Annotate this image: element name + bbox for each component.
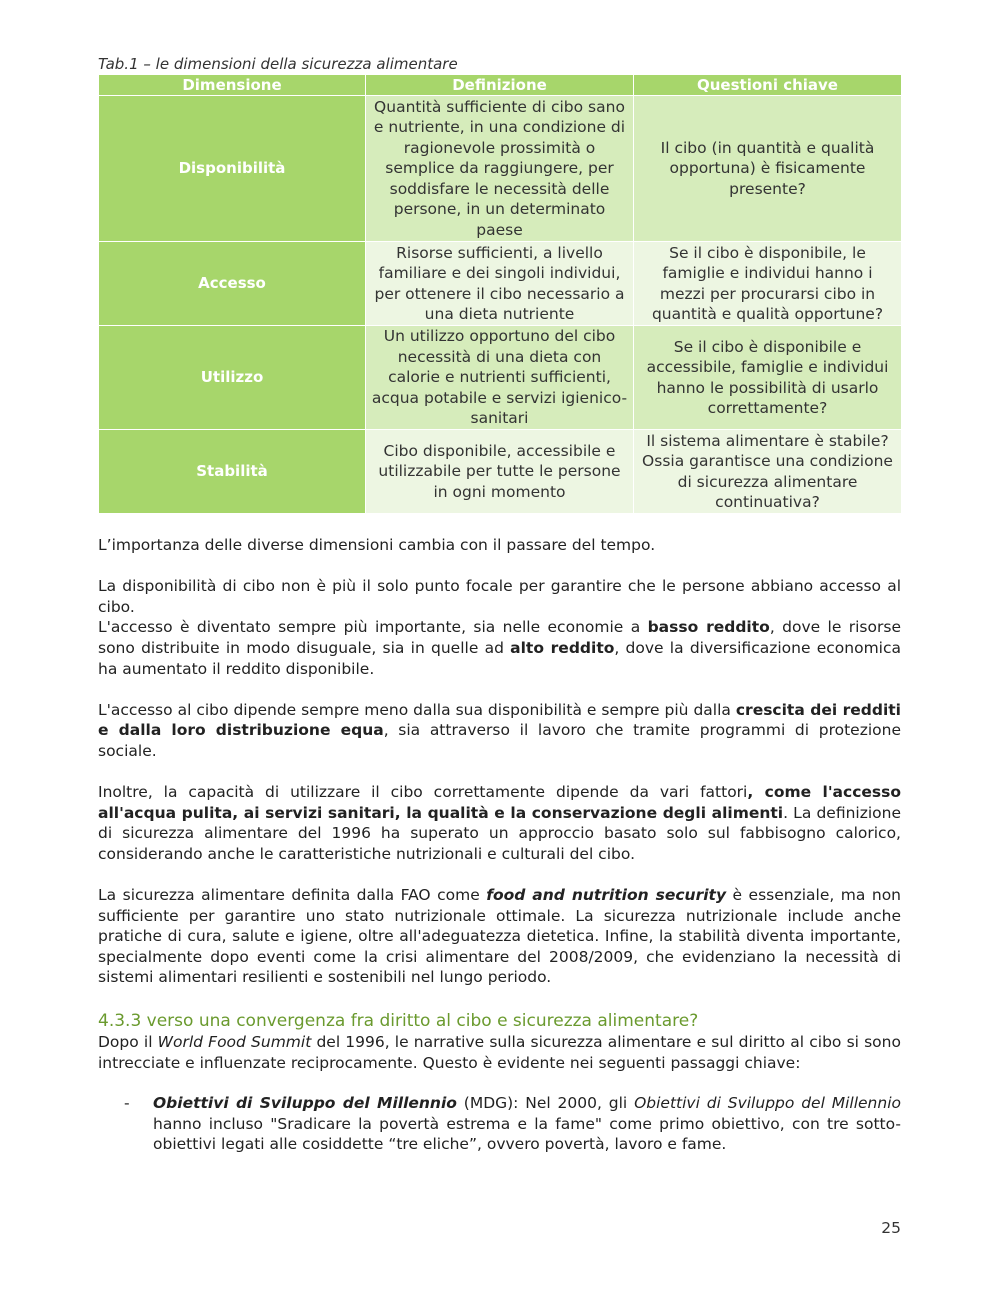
table-row bbox=[99, 326, 902, 430]
table-row bbox=[99, 430, 902, 514]
section-heading: 4.3.3 verso una convergenza fra diritto al cibo e sicurezza alimentare? bbox=[98, 1011, 699, 1032]
definition-cell: Un utilizzo opportuno del cibo necessità di una dieta con calorie e nutrienti sufficienti, acqua potabile e servizi igienico-sanitari bbox=[366, 326, 634, 430]
dimension-cell: Accesso bbox=[99, 242, 366, 326]
paragraph: L'accesso è diventato sempre più importante, sia nelle economie a basso reddito, dove le risorse sono distribuite in modo disuguale, sia in quelle ad alto reddito, dove la diversificazione economica ha aumentato il reddito disponibile. bbox=[98, 618, 901, 678]
paragraph: L’importanza delle diverse dimensioni cambia con il passare del tempo. bbox=[98, 536, 656, 554]
table-caption: Tab.1 – le dimensioni della sicurezza alimentare bbox=[98, 55, 458, 73]
paragraph: Inoltre, la capacità di utilizzare il cibo correttamente dipende da vari fattori, come l'accesso all'acqua pulita, ai servizi sanitari, la qualità e la conservazione degli alimenti. La definizione di sicurezza alimentare del 1996 ha superato un approccio basato solo sul fabbisogno calorico, considerando anche le caratteristiche nutrizionali e culturali del cibo. bbox=[98, 783, 902, 863]
page-number: 25 bbox=[881, 1219, 901, 1237]
paragraph: L'accesso al cibo dipende sempre meno dalla sua disponibilità e sempre più dalla crescita dei redditi e dalla loro distribuzione equa, sia attraverso il lavoro che tramite programmi di protezione sociale. bbox=[98, 700, 901, 760]
question-cell: Se il cibo è disponibile, le famiglie e individui hanno i mezzi per procurarsi cibo in quantità e qualità opportune? bbox=[634, 242, 902, 326]
list-item: - Obiettivi di Sviluppo del Millennio (MDG): Nel 2000, gli Obiettivi di Sviluppo del Millennio hanno incluso "Sradicare la povertà estrema e la fame" come primo obiettivo, con tre sotto-obiettivi legati alle cosiddette “tre eliche”, ovvero povertà, lavoro e fame. bbox=[124, 1094, 901, 1154]
paragraph: La sicurezza alimentare definita dalla FAO come food and nutrition security è essenziale, ma non sufficiente per garantire uno stato nutrizionale ottimale. La sicurezza nutrizionale include anche pratiche di cura, salute e igiene, oltre all'adeguatezza dietetica. Infine, la stabilità diventa importante, specialmente dopo eventi come la crisi alimentare del 2008/2009, che evidenziano la necessità di sistemi alimentari resilienti e sostenibili nel lungo periodo. bbox=[98, 886, 901, 987]
dimension-cell: Utilizzo bbox=[99, 326, 366, 430]
definition-cell: Cibo disponibile, accessibile e utilizzabile per tutte le persone in ogni momento bbox=[366, 430, 634, 514]
dimension-cell: Disponibilità bbox=[99, 96, 366, 242]
question-cell: Il sistema alimentare è stabile? Ossia garantisce una condizione di sicurezza alimentare continuativa? bbox=[634, 430, 902, 514]
definition-cell: Quantità sufficiente di cibo sano e nutriente, in una condizione di ragionevole prossimità o semplice da raggiungere, per soddisfare le necessità delle persone, in un determinato paese bbox=[366, 96, 634, 242]
question-cell: Il cibo (in quantità e qualità opportuna) è fisicamente presente? bbox=[634, 96, 902, 242]
table-row bbox=[99, 242, 902, 326]
paragraph: La disponibilità di cibo non è più il solo punto focale per garantire che le persone abbiano accesso al cibo. bbox=[98, 577, 901, 616]
header-dimension: Dimensione bbox=[99, 75, 366, 96]
section-intro: Dopo il World Food Summit del 1996, le narrative sulla sicurezza alimentare e sul diritto al cibo si sono intrecciate e influenzate reciprocamente. Questo è evidente nei seguenti passaggi chiave: bbox=[98, 1033, 901, 1072]
document-page bbox=[98, 54, 901, 1155]
definition-cell: Risorse sufficienti, a livello familiare e dei singoli individui, per ottenere il cibo necessario a una dieta nutriente bbox=[366, 242, 634, 326]
dimension-cell: Stabilità bbox=[99, 430, 366, 514]
food-security-table bbox=[98, 74, 902, 514]
table-row bbox=[99, 96, 902, 242]
header-key-questions: Questioni chiave bbox=[634, 75, 902, 96]
body-text bbox=[98, 535, 901, 1155]
question-cell: Se il cibo è disponibile e accessibile, famiglie e individui hanno le possibilità di usarlo correttamente? bbox=[634, 326, 902, 430]
bullet-dash: - bbox=[124, 1094, 130, 1113]
header-definition: Definizione bbox=[366, 75, 634, 96]
